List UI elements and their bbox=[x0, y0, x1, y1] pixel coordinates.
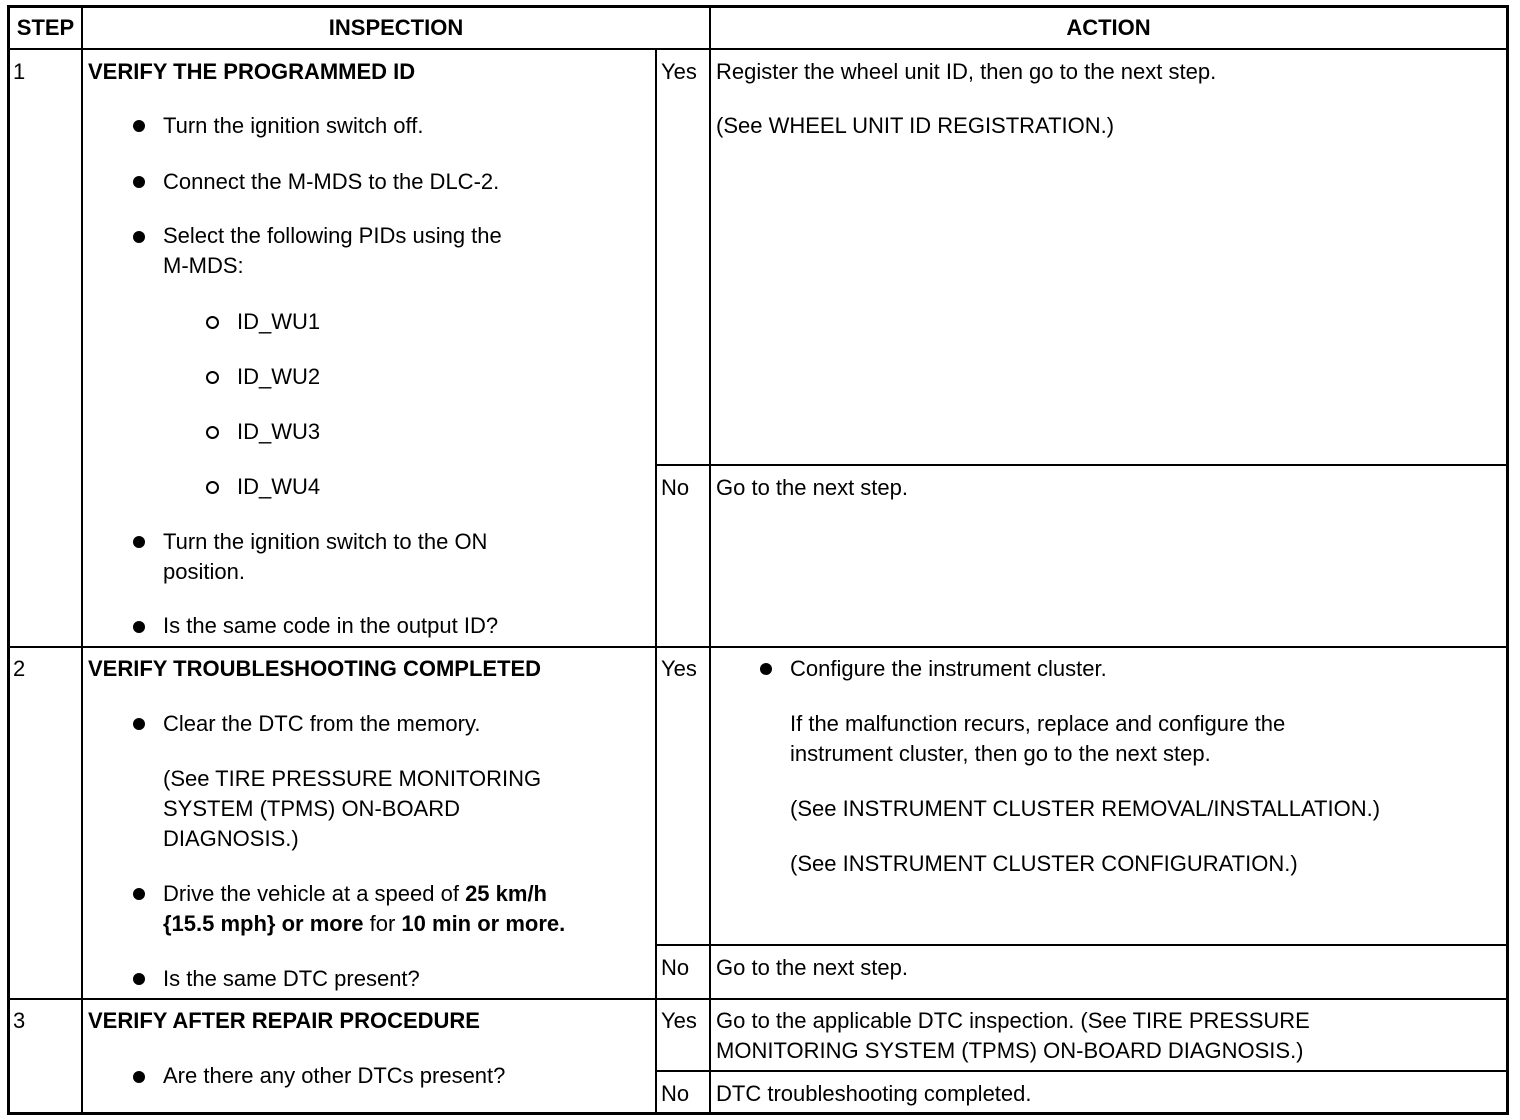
header-step: STEP bbox=[16, 15, 75, 40]
drive-for: for bbox=[363, 911, 402, 936]
step-1-no-label: No bbox=[661, 475, 690, 500]
row1-yes-no-divider bbox=[655, 464, 1509, 466]
drive-speed-mph: {15.5 mph} or more bbox=[163, 911, 364, 936]
step-2-reference-line-1: (See TIRE PRESSURE MONITORING bbox=[163, 766, 542, 791]
step-2-bullet-2-line-2 bbox=[163, 909, 565, 939]
step-3-no-label: No bbox=[661, 1081, 690, 1106]
row2-yes-no-divider bbox=[655, 944, 1509, 946]
step-number-3: 3 bbox=[13, 1008, 26, 1033]
pid-item-3: ID_WU3 bbox=[237, 419, 321, 444]
step-1-no-action: Go to the next step. bbox=[716, 475, 909, 500]
step-2-bullet-1: Clear the DTC from the memory. bbox=[163, 711, 481, 736]
step-3-bullet-1: Are there any other DTCs present? bbox=[163, 1063, 506, 1088]
row3-yes-no-divider bbox=[655, 1070, 1509, 1072]
step-number-2: 2 bbox=[13, 656, 26, 681]
step-1-title: VERIFY THE PROGRAMMED ID bbox=[88, 59, 416, 84]
sub-bullet-icon bbox=[206, 371, 219, 384]
sub-bullet-icon bbox=[206, 426, 219, 439]
step-3-yes-label: Yes bbox=[661, 1008, 697, 1033]
step-1-bullet-4-line-2: position. bbox=[163, 559, 245, 584]
step-1-bullet-3-line-2: M-MDS: bbox=[163, 253, 244, 278]
step-1-bullet-4-line-1: Turn the ignition switch to the ON bbox=[163, 529, 488, 554]
step-1-bullet-5: Is the same code in the output ID? bbox=[163, 613, 499, 638]
bullet-icon bbox=[760, 663, 772, 675]
bullet-icon bbox=[133, 973, 145, 985]
bullet-icon bbox=[133, 621, 145, 633]
action-column-divider bbox=[709, 5, 711, 1115]
step-number-1: 1 bbox=[13, 59, 26, 84]
step-2-yes-reference-1: (See INSTRUMENT CLUSTER REMOVAL/INSTALLATION.) bbox=[790, 796, 1381, 821]
pid-item-1: ID_WU1 bbox=[237, 309, 321, 334]
step-column-divider bbox=[81, 5, 83, 1115]
step-2-title: VERIFY TROUBLESHOOTING COMPLETED bbox=[88, 656, 542, 681]
sub-bullet-icon bbox=[206, 481, 219, 494]
bullet-icon bbox=[133, 536, 145, 548]
step-1-bullet-1: Turn the ignition switch off. bbox=[163, 113, 424, 138]
step-1-yes-action: Register the wheel unit ID, then go to the next step. bbox=[716, 59, 1217, 84]
header-inspection: INSPECTION bbox=[328, 15, 464, 40]
step-1-yes-reference: (See WHEEL UNIT ID REGISTRATION.) bbox=[716, 113, 1115, 138]
pid-item-2: ID_WU2 bbox=[237, 364, 321, 389]
step-2-no-label: No bbox=[661, 955, 690, 980]
bullet-icon bbox=[133, 176, 145, 188]
bullet-icon bbox=[133, 120, 145, 132]
table-border-bottom bbox=[7, 1112, 1509, 1115]
step-2-bullet-2-line-1 bbox=[163, 879, 547, 909]
bullet-icon bbox=[133, 231, 145, 243]
step-3-no-action: DTC troubleshooting completed. bbox=[716, 1081, 1032, 1106]
table-border-top bbox=[7, 5, 1509, 8]
step-3-title: VERIFY AFTER REPAIR PROCEDURE bbox=[88, 1008, 480, 1033]
step-2-no-action: Go to the next step. bbox=[716, 955, 909, 980]
pid-item-4: ID_WU4 bbox=[237, 474, 321, 499]
bullet-icon bbox=[133, 888, 145, 900]
step-1-bullet-3-line-1: Select the following PIDs using the bbox=[163, 223, 502, 248]
row-divider-1 bbox=[7, 646, 1509, 648]
table-border-right bbox=[1506, 5, 1509, 1115]
step-2-yes-paragraph-line-2: instrument cluster, then go to the next step. bbox=[790, 741, 1211, 766]
step-2-yes-paragraph-line-1: If the malfunction recurs, replace and configure the bbox=[790, 711, 1286, 736]
step-2-yes-bullet: Configure the instrument cluster. bbox=[790, 656, 1107, 681]
drive-text: Drive the vehicle at a speed of bbox=[163, 881, 466, 906]
diagnostic-table bbox=[7, 5, 1509, 1115]
step-1-yes-label: Yes bbox=[661, 59, 697, 84]
drive-duration: 10 min or more. bbox=[401, 911, 566, 936]
step-3-yes-action-line-2: MONITORING SYSTEM (TPMS) ON-BOARD DIAGNOSIS.) bbox=[716, 1038, 1304, 1063]
bullet-icon bbox=[133, 1071, 145, 1083]
step-2-yes-label: Yes bbox=[661, 656, 697, 681]
step-2-bullet-3: Is the same DTC present? bbox=[163, 966, 420, 991]
drive-speed: 25 km/h bbox=[465, 881, 547, 906]
step-2-reference-line-3: DIAGNOSIS.) bbox=[163, 826, 299, 851]
table-border-left bbox=[7, 5, 10, 1115]
sub-bullet-icon bbox=[206, 316, 219, 329]
header-action: ACTION bbox=[1066, 15, 1151, 40]
step-3-yes-action-line-1: Go to the applicable DTC inspection. (See TIRE PRESSURE bbox=[716, 1008, 1310, 1033]
step-1-bullet-2: Connect the M-MDS to the DLC-2. bbox=[163, 169, 500, 194]
row-divider-2 bbox=[7, 998, 1509, 1000]
header-divider bbox=[7, 48, 1509, 50]
bullet-icon bbox=[133, 718, 145, 730]
step-2-reference-line-2: SYSTEM (TPMS) ON-BOARD bbox=[163, 796, 461, 821]
step-2-yes-reference-2: (See INSTRUMENT CLUSTER CONFIGURATION.) bbox=[790, 851, 1298, 876]
yes-no-column-divider bbox=[655, 48, 657, 1115]
